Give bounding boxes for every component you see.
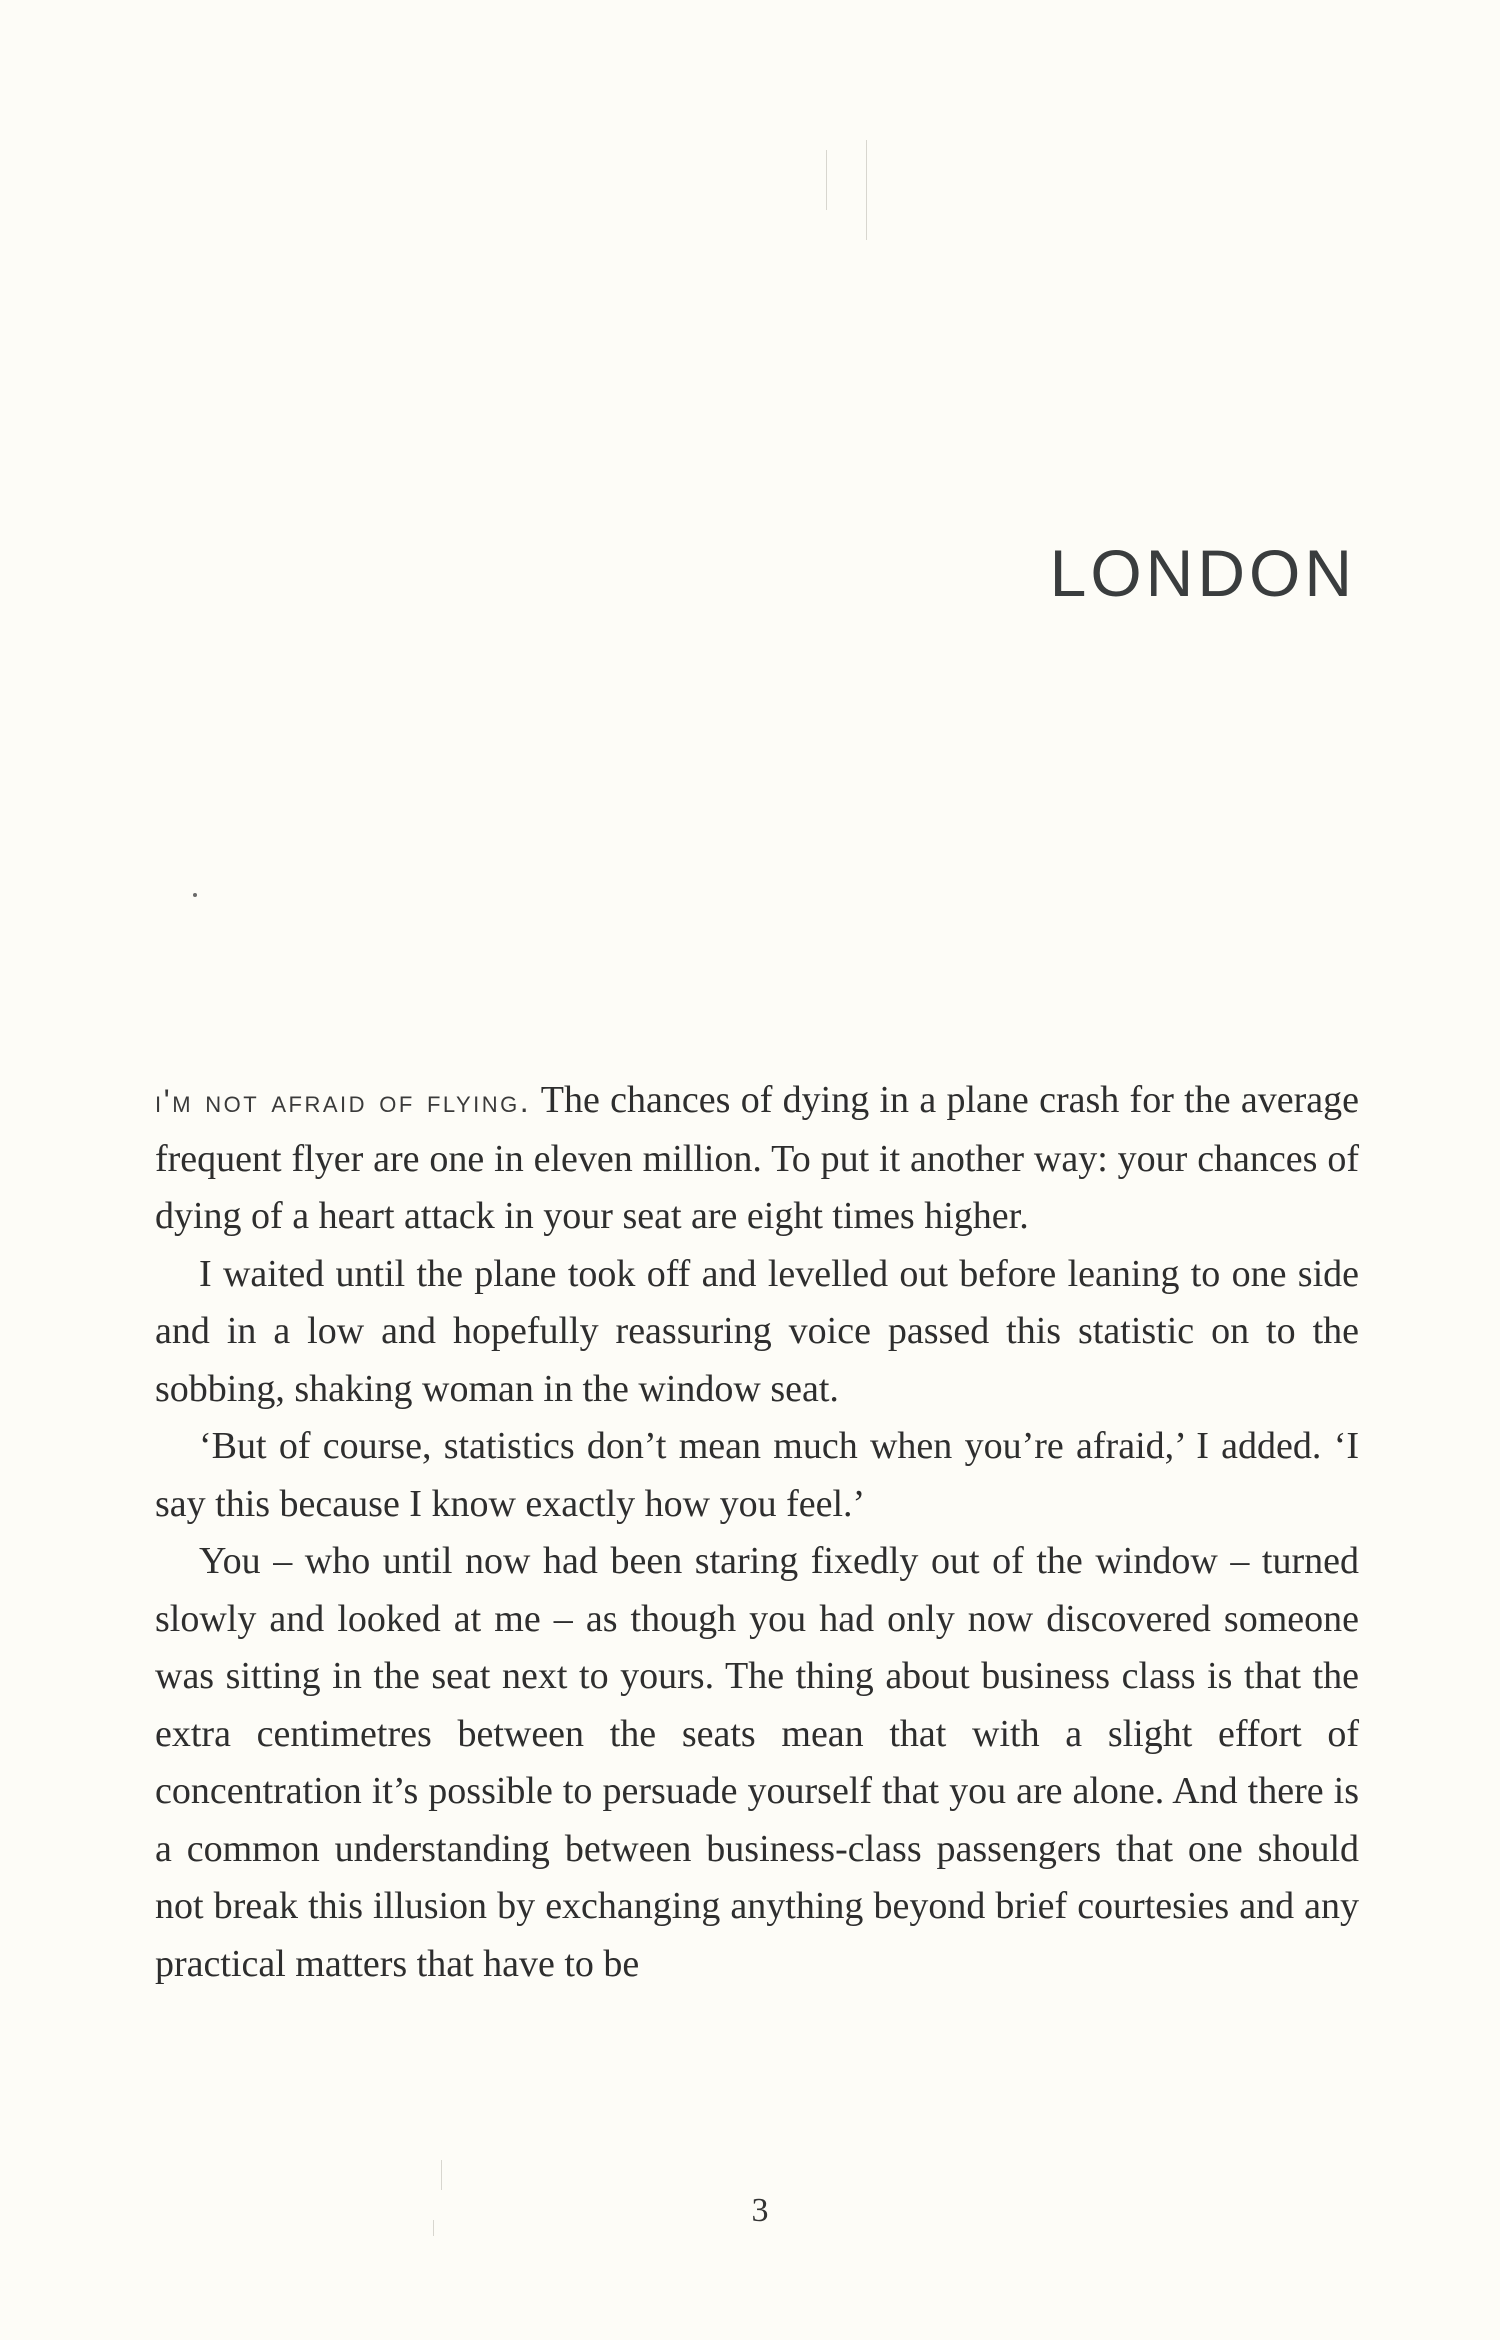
paragraph-1-text: The chances of dying in a plane crash for the average frequent flyer are one in eleven million. To put it another way: your chances of dying of a heart attack in your seat are eight times higher. bbox=[155, 1079, 1359, 1237]
paragraph-4: You – who until now had been staring fixedly out of the window – turned slowly and looked at me – as though you had only now discovered someone was sitting in the seat next to yours. The thing about business class is that the extra centimetres between the seats mean that with a slight effort of concentration it’s possible to persuade yourself that you are alone. And there is a common understanding between business-class passengers that one should not break this illusion by exchanging anything beyond brief courtesies and any practical matters that have to be bbox=[155, 1540, 1359, 1985]
scan-line bbox=[826, 150, 827, 210]
opening-smallcaps: i'm not afraid of flying. bbox=[155, 1083, 532, 1119]
paragraph-1 bbox=[155, 1072, 1359, 1246]
paragraph-2: I waited until the plane took off and levelled out before leaning to one side and in a low and hopefully reassuring voice passed this statistic on to the sobbing, shaking woman in the window seat. bbox=[155, 1252, 1359, 1410]
chapter-title: LONDON bbox=[1049, 536, 1356, 610]
scan-speck bbox=[193, 893, 197, 897]
body-text bbox=[155, 1072, 1359, 1993]
paragraph-3: ‘But of course, statistics don’t mean much when you’re afraid,’ I added. ‘I say this because I know exactly how you feel.’ bbox=[155, 1425, 1359, 1525]
scan-line bbox=[866, 140, 867, 240]
scan-line bbox=[433, 2220, 434, 2236]
scan-line bbox=[441, 2160, 442, 2190]
page-number: 3 bbox=[751, 2192, 769, 2229]
